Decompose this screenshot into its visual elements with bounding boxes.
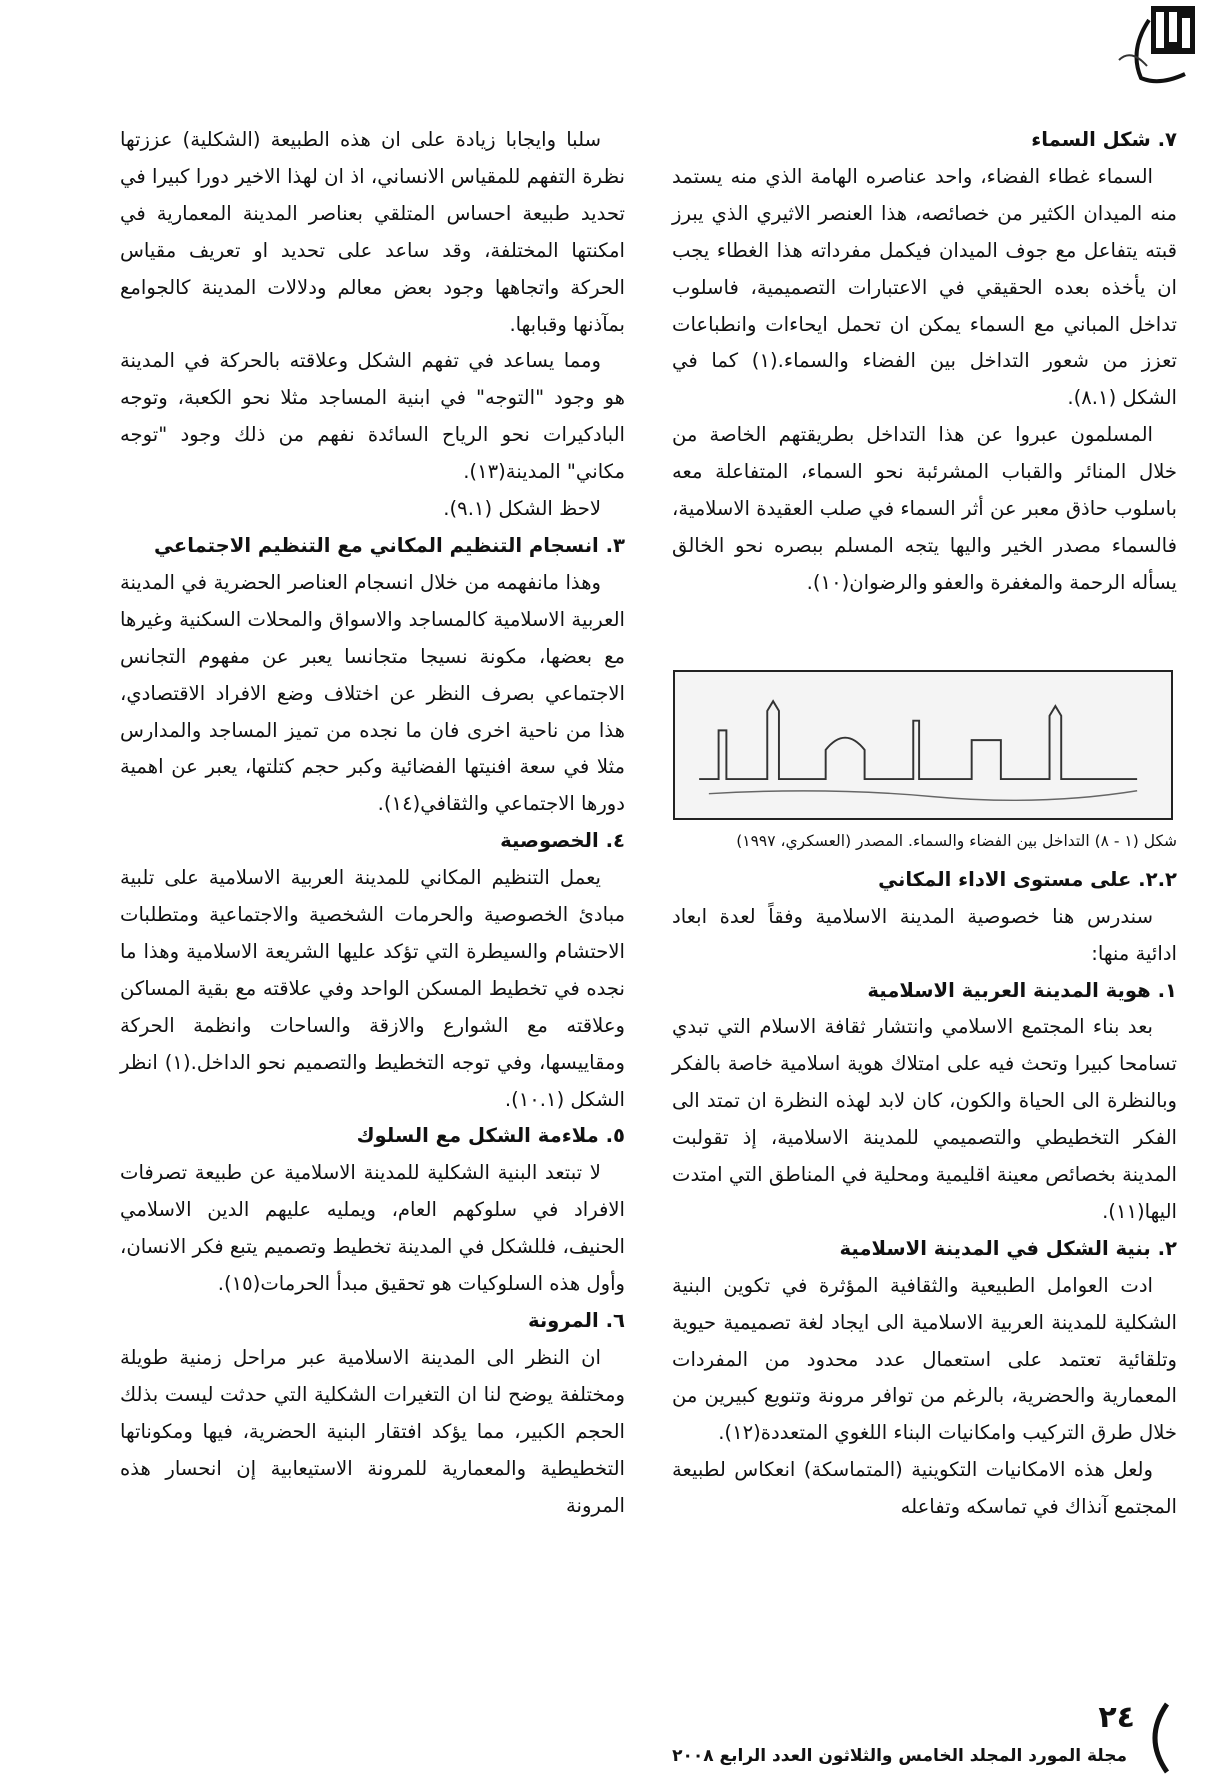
page-footer (57, 1700, 1177, 1780)
paragraph: يعمل التنظيم المكاني للمدينة العربية الاسلامية على تلبية مبادئ الخصوصية والحرمات الشخصية والاجتماعية ومتطلبات الاحتشام والسيطرة التي تؤكد عليها الشريعة الاسلامية وهذا ما نجده في تخطيط المسكن الواحد وفي علاقته مع بقية المساكن وعلاقته مع الشوارع والازقة والساحات وانظمة الحركة ومقاييسها، وفي توجه التخطيط والتصميم نحو الداخل.(١) انظر الشكل (١٠.١). (120, 866, 625, 1111)
paragraph: المسلمون عبروا عن هذا التداخل بطريقتهم الخاصة من خلال المنائر والقباب المشرئبة نحو السماء، المتفاعلة معه باسلوب حاذق معبر عن أثر السماء في صلب العقيدة الاسلامية، فالسماء مصدر الخير واليها يتجه المسلم ببصره نحو الخالق يسأله الرحمة والمغفرة والعفو والرضوان(١٠). (672, 423, 1177, 594)
section-heading: ٢.٢. على مستوى الاداء المكاني (878, 867, 1177, 891)
figure-image (673, 670, 1173, 820)
paragraph: ان النظر الى المدينة الاسلامية عبر مراحل زمنية طويلة ومختلفة يوضح لنا ان التغيرات الشكلية التي حدثت ليست بذلك الحجم الكبير، مما يؤكد افتقار البنية الحضرية، فيها ومكوناتها التخطيطية والمعمارية للمرونة الاستيعابية إن انحسار هذه المرونة (120, 1345, 625, 1517)
paragraph: لاحظ الشكل (٩.١). (443, 497, 601, 521)
paragraph: ومما يساعد في تفهم الشكل وعلاقته بالحركة في المدينة هو وجود "التوجه" في ابنية المساجد مثلا نحو الكعبة، وتوجه البادكيرات نحو الرياح السائدة نفهم من ذلك وجود "توجه مكاني" المدينة(١٣). (120, 349, 625, 484)
page-number: ٢٤ (1098, 1700, 1135, 1735)
footer-bracket-ornament (1137, 1702, 1177, 1774)
figure-caption: شكل (١ - ٨) التداخل بين الفضاء والسماء. المصدر (العسكري، ١٩٩٧) (736, 831, 1177, 850)
paragraph: سندرس هنا خصوصية المدينة الاسلامية وفقاً لعدة ابعاد ادائية منها: (672, 904, 1177, 965)
skyline-sketch (675, 672, 1171, 818)
right-column (672, 122, 1177, 1526)
section-heading: ٥. ملاءمة الشكل مع السلوك (356, 1124, 625, 1148)
paragraph: السماء غطاء الفضاء، واحد عناصره الهامة الذي منه يستمد منه الميدان الكثير من خصائصه، هذا العنصر الاثيري الذي يبرز قبته يتفاعل مع جوف الميدان فيكمل مفرداته هذا الغطاء يجب ان يأخذه بعده الحقيقي في الاعتبارات التصميمية، فاسلوب تداخل المباني مع السماء يمكن ان تحمل ايحاءات وانطباعات تعزز من شعور التداخل بين الفضاء والسماء.(١) كما في الشكل (٨.١). (672, 164, 1177, 410)
section-heading: ١. هوية المدينة العربية الاسلامية (867, 978, 1177, 1002)
paragraph: بعد بناء المجتمع الاسلامي وانتشار ثقافة الاسلام التي تبدي تسامحا كبيرا وتحث فيه على امتلاك هوية اسلامية خاصة بالفكر وبالنظرة الى الحياة والكون، كان لابد لهذه النظرة ان تمتد الى الفكر التخطيطي والتصميمي للمدينة الاسلامية، إذ تقولبت المدينة بخصائص معينة اقليمية ومحلية في المناطق التي امتدت اليها(١١). (672, 1015, 1177, 1223)
section-heading: ٤. الخصوصية (500, 829, 625, 853)
left-column (120, 122, 625, 1524)
paragraph: سلبا وايجابا زيادة على ان هذه الطبيعة (الشكلية) عززتها نظرة التفهم للمقياس الانساني، اذ ان لهذا الاخير دورا كبيرا في تحديد طبيعة احساس المتلقي بعناصر المدينة المعمارية في امكنتها المختلفة، وقد ساعد على تحديد او تعريف مقياس الحركة واتجاهها وجود بعض معالم ودلالات المدينة كالجوامع بمآذنها وقبابها. (120, 128, 625, 336)
paragraph: ادت العوامل الطبيعية والثقافية المؤثرة في تكوين البنية الشكلية للمدينة العربية الاسلامية الى ايجاد لغة تصميمية حيوية وتلقائية تعتمد على استعمال عدد محدود من المفردات المعمارية والحضرية، بالرغم من توافر مرونة وتنويع كبيرين من خلال طرق التركيب وامكانيات البناء اللغوي المتعددة(١٢). (672, 1273, 1177, 1445)
paragraph: ولعل هذه الامكانيات التكوينية (المتماسكة) انعكاس لطبيعة المجتمع آنذاك في تماسكه وتفاعله (672, 1458, 1177, 1519)
section-heading: ٦. المرونة (527, 1309, 625, 1332)
journal-citation: مجلة المورد المجلد الخامس والثلاثون العدد الرابع ٢٠٠٨ (672, 1746, 1127, 1766)
section-heading: ٢. بنية الشكل في المدينة الاسلامية (839, 1236, 1177, 1260)
section-heading: ٣. انسجام التنظيم المكاني مع التنظيم الاجتماعي (153, 533, 625, 557)
paragraph: لا تبتعد البنية الشكلية للمدينة الاسلامية عن طبيعة تصرفات الافراد في سلوكهم العام، ويمليه عليهم الدين الاسلامي الحنيف، فللشكل في المدينة تخطيط وتصميم يتبع فكر الانسان، وأول هذه السلوكيات هو تحقيق مبدأ الحرمات(١٥). (120, 1161, 625, 1296)
paragraph: وهذا مانفهمه من خلال انسجام العناصر الحضرية في المدينة العربية الاسلامية كالمساجد والاسواق والمحلات السكنية وغيرها مع بعضها، مكونة نسيجا متجانسا يعبر عن مفهوم التجانس الاجتماعي بصرف النظر عن اختلاف وضع الافراد الاقتصادي، هذا من ناحية اخرى فان ما نجده من تميز المساجد والمدارس مثلا في سعة افنيتها الفضائية وكبر حجم كتلتها، يعبر عن اهمية دورها الاجتماعي والثقافي(١٤). (120, 570, 625, 816)
journal-logo (1089, 0, 1199, 90)
section-heading: ٧. شكل السماء (1031, 128, 1177, 151)
